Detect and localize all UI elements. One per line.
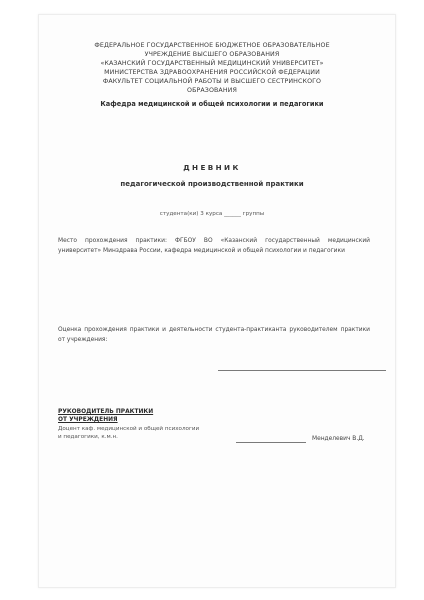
- institution-header-line-2: УЧРЕЖДЕНИЕ ВЫСШЕГО ОБРАЗОВАНИЯ: [144, 51, 280, 58]
- practice-place-paragraph: Место прохождения практики: ФГБОУ ВО «Казанский государственный медицинский университет» Минздрава России, кафедра медицинской и общей психологии и педагогики: [58, 238, 370, 254]
- institution-header-line-4: МИНИСТЕРСТВА ЗДРАВООХРАНЕНИЯ РОССИЙСКОЙ ФЕДЕРАЦИИ: [104, 69, 320, 76]
- supervisor-role-line-2: и педагогики, к.м.н.: [58, 434, 118, 441]
- assessment-paragraph: Оценка прохождения практики и деятельности студента-практиканта руководителем практики от учреждения:: [58, 327, 370, 343]
- institution-header-line-1: ФЕДЕРАЛЬНОЕ ГОСУДАРСТВЕННОЕ БЮДЖЕТНОЕ ОБРАЗОВАТЕЛЬНОЕ: [94, 42, 330, 49]
- student-line: студента(ки) 3 курса ______ группы: [159, 211, 265, 217]
- document-subtitle: педагогической производственной практики: [120, 180, 304, 188]
- department-name: Кафедра медицинской и общей психологии и педагогики: [100, 100, 324, 108]
- institution-header-line-3: «КАЗАНСКИЙ ГОСУДАРСТВЕННЫЙ МЕДИЦИНСКИЙ УНИВЕРСИТЕТ»: [100, 60, 324, 67]
- supervisor-signature-line: [236, 442, 306, 443]
- assessment-signature-line: [218, 370, 386, 371]
- supervisor-heading-line-1: РУКОВОДИТЕЛЬ ПРАКТИКИ: [58, 409, 154, 415]
- institution-header-line-6: ОБРАЗОВАНИЯ: [187, 87, 237, 94]
- supervisor-name: Менделевич В.Д.: [312, 436, 365, 442]
- document-title: ДНЕВНИК: [183, 163, 241, 172]
- institution-header-line-5: ФАКУЛЬТЕТ СОЦИАЛЬНОЙ РАБОТЫ И ВЫСШЕГО СЕСТРИНСКОГО: [102, 78, 322, 85]
- supervisor-block: [58, 408, 199, 442]
- supervisor-role-line-1: Доцент каф. медицинской и общей психологии: [58, 425, 200, 432]
- supervisor-heading-line-2: ОТ УЧРЕЖДЕНИЯ: [58, 417, 118, 424]
